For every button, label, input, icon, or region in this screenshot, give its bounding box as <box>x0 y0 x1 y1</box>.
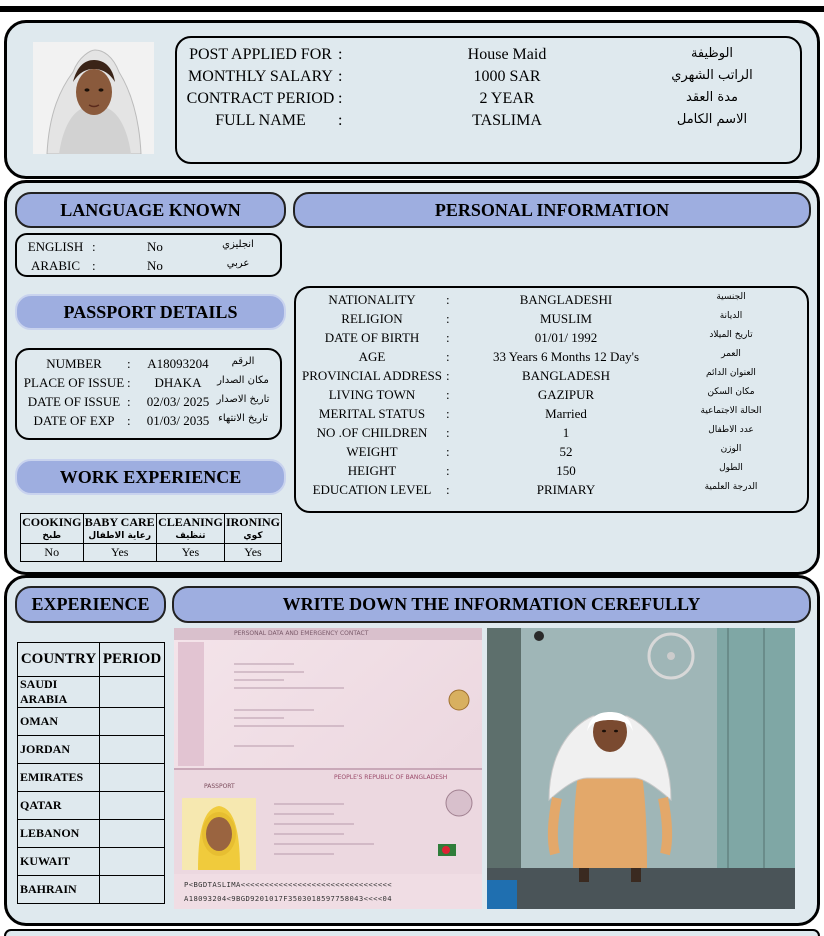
experience-title: EXPERIENCE <box>15 586 166 623</box>
personal-row <box>296 330 807 349</box>
header-label: FULL NAME <box>215 112 306 129</box>
passport-arabic: تاريخ الاصدار <box>216 394 270 405</box>
personal-arabic: الطول <box>719 463 743 473</box>
work-column-header <box>21 514 84 544</box>
personal-colon: : <box>446 349 450 364</box>
personal-arabic: الوزن <box>720 444 742 454</box>
language-label: ARABIC <box>30 258 81 273</box>
language-arabic: عربي <box>226 258 250 269</box>
passport-colon: : <box>127 413 131 428</box>
personal-arabic: العنوان الدائم <box>706 368 756 378</box>
personal-arabic: الجنسية <box>716 292 746 302</box>
personal-colon: : <box>446 311 450 326</box>
personal-colon: : <box>446 387 450 402</box>
personal-label: DATE OF BIRTH <box>324 330 420 345</box>
personal-row <box>296 368 807 387</box>
personal-label: NO .OF CHILDREN <box>316 425 428 440</box>
personal-label: HEIGHT <box>347 463 397 478</box>
language-label: ENGLISH <box>27 239 84 254</box>
personal-value: 1 <box>562 425 570 440</box>
experience-row <box>18 677 165 708</box>
language-title: LANGUAGE KNOWN <box>15 192 286 228</box>
personal-label: MERITAL STATUS <box>318 406 426 421</box>
job-summary-box <box>175 36 802 164</box>
header-row <box>177 112 800 134</box>
footer-strip <box>4 929 820 936</box>
experience-period[interactable] <box>100 876 165 904</box>
personal-arabic: العمر <box>721 349 741 359</box>
passport-scan-image <box>174 628 482 909</box>
scan-passport-word: PASSPORT <box>204 783 235 790</box>
scan-mrz-line-1: P<BGDTASLIMA<<<<<<<<<<<<<<<<<<<<<<<<<<<<<<<< <box>184 880 392 889</box>
passport-label: DATE OF ISSUE <box>27 394 121 409</box>
language-colon: : <box>92 239 96 254</box>
scan-header-strip: PERSONAL DATA AND EMERGENCY CONTACT <box>234 630 369 637</box>
personal-info-title: PERSONAL INFORMATION <box>293 192 811 228</box>
experience-row <box>18 764 165 792</box>
personal-row <box>296 292 807 311</box>
personal-arabic: مكان السكن <box>707 387 755 397</box>
personal-value: BANGLADESH <box>521 368 611 383</box>
personal-row <box>296 349 807 368</box>
header-colon: : <box>338 112 343 129</box>
language-colon: : <box>92 258 96 273</box>
work-experience-table <box>20 513 282 562</box>
experience-country: QATAR <box>18 792 100 820</box>
passport-row <box>17 356 280 375</box>
experience-period[interactable] <box>100 764 165 792</box>
passport-arabic: تاريخ الانتهاء <box>218 413 268 424</box>
passport-arabic: مكان الصدار <box>217 375 269 386</box>
passport-title: PASSPORT DETAILS <box>15 294 286 330</box>
country-header: COUNTRY <box>18 643 100 677</box>
experience-period[interactable] <box>100 792 165 820</box>
header-row <box>177 90 800 112</box>
personal-label: LIVING TOWN <box>328 387 416 402</box>
experience-table <box>17 642 165 904</box>
personal-colon: : <box>446 406 450 421</box>
personal-label: AGE <box>358 349 386 364</box>
experience-period[interactable] <box>100 677 165 708</box>
header-label: CONTRACT PERIOD <box>186 90 335 107</box>
personal-info-box <box>294 286 809 513</box>
work-column-value: Yes <box>156 544 224 562</box>
personal-colon: : <box>446 425 450 440</box>
personal-value: 150 <box>556 463 576 478</box>
passport-row <box>17 413 280 432</box>
header-value: 2 YEAR <box>479 90 535 107</box>
work-column-header <box>156 514 224 544</box>
passport-value: DHAKA <box>154 375 202 390</box>
work-column-header <box>224 514 281 544</box>
personal-colon: : <box>446 482 450 497</box>
header-colon: : <box>338 90 343 107</box>
personal-colon: : <box>446 368 450 383</box>
personal-value: 52 <box>559 444 573 459</box>
header-colon: : <box>338 68 343 85</box>
experience-row <box>18 708 165 736</box>
personal-arabic: الديانة <box>719 311 743 321</box>
work-column-ar: رعاية الاطفال <box>88 530 152 541</box>
header-label: POST APPLIED FOR <box>189 46 332 63</box>
personal-arabic: الحالة الاجتماعية <box>700 406 762 416</box>
work-column-en: CLEANING <box>158 514 223 529</box>
personal-colon: : <box>446 330 450 345</box>
details-panel <box>4 180 820 575</box>
header-label: MONTHLY SALARY <box>188 68 333 85</box>
experience-period[interactable] <box>100 820 165 848</box>
personal-value: Married <box>545 406 587 421</box>
experience-country: EMIRATES <box>18 764 100 792</box>
experience-country: BAHRAIN <box>18 876 100 904</box>
experience-period[interactable] <box>100 736 165 764</box>
personal-row <box>296 311 807 330</box>
work-column-en: BABY CARE <box>84 514 155 529</box>
experience-country: LEBANON <box>18 820 100 848</box>
personal-colon: : <box>446 292 450 307</box>
experience-panel <box>4 575 820 926</box>
passport-value: 01/03/ 2035 <box>146 413 210 428</box>
experience-period[interactable] <box>100 848 165 876</box>
language-value: No <box>147 239 163 254</box>
personal-row <box>296 425 807 444</box>
language-value: No <box>147 258 163 273</box>
language-box <box>15 233 282 277</box>
personal-colon: : <box>446 463 450 478</box>
work-column-value: Yes <box>83 544 156 562</box>
personal-row <box>296 406 807 425</box>
passport-colon: : <box>127 356 131 371</box>
work-column-en: IRONING <box>225 514 280 529</box>
experience-country: KUWAIT <box>18 848 100 876</box>
experience-row <box>18 736 165 764</box>
header-row <box>177 68 800 90</box>
passport-row <box>17 375 280 394</box>
passport-label: NUMBER <box>46 356 102 371</box>
experience-row <box>18 848 165 876</box>
language-row <box>17 239 280 258</box>
header-colon: : <box>338 46 343 63</box>
personal-value: MUSLIM <box>539 311 592 326</box>
language-row <box>17 258 280 277</box>
personal-value: PRIMARY <box>536 482 596 497</box>
full-body-photo <box>487 628 795 909</box>
scan-republic-text: PEOPLE'S REPUBLIC OF BANGLADESH <box>334 774 448 781</box>
header-value: House Maid <box>467 46 547 63</box>
personal-value: 01/01/ 1992 <box>534 330 598 345</box>
experience-country: OMAN <box>18 708 100 736</box>
personal-row <box>296 482 807 501</box>
header-value: 1000 SAR <box>473 68 541 85</box>
language-arabic: انجليزي <box>222 239 254 250</box>
header-row <box>177 46 800 68</box>
header-arabic: الاسم الكامل <box>676 112 748 127</box>
experience-row <box>18 820 165 848</box>
experience-row <box>18 876 165 904</box>
notice-title: WRITE DOWN THE INFORMATION CEREFULLY <box>172 586 811 623</box>
work-column-value: Yes <box>224 544 281 562</box>
header-arabic: مدة العقد <box>686 90 738 105</box>
personal-arabic: عدد الاطفال <box>708 425 754 435</box>
personal-arabic: تاريخ الميلاد <box>709 330 753 340</box>
header-value: TASLIMA <box>472 112 542 129</box>
experience-country: JORDAN <box>18 736 100 764</box>
passport-colon: : <box>127 394 131 409</box>
work-column-ar: كوي <box>243 530 263 541</box>
passport-box <box>15 348 282 440</box>
personal-value: GAZIPUR <box>537 387 595 402</box>
work-column-ar: تنظيف <box>175 530 206 541</box>
header-arabic: الوظيفة <box>690 46 734 61</box>
personal-label: WEIGHT <box>346 444 398 459</box>
passport-arabic: الرقم <box>231 356 255 367</box>
top-rule <box>0 6 824 12</box>
applicant-photo <box>33 42 154 154</box>
passport-value: 02/03/ 2025 <box>146 394 210 409</box>
personal-arabic: الدرجة العلمية <box>704 482 758 492</box>
personal-label: PROVINCIAL ADDRESS <box>302 368 443 383</box>
passport-label: DATE OF EXP <box>33 413 115 428</box>
personal-row <box>296 444 807 463</box>
work-column-en: COOKING <box>22 514 82 529</box>
personal-value: BANGLADESHI <box>519 292 613 307</box>
header-panel <box>4 20 820 179</box>
period-header: PERIOD <box>100 643 165 677</box>
experience-country: SAUDI ARABIA <box>18 677 100 708</box>
passport-colon: : <box>127 375 131 390</box>
personal-label: RELIGION <box>341 311 403 326</box>
passport-row <box>17 394 280 413</box>
scan-mrz-line-2: A18093204<9BGD9201017F3503018597758043<<<<04 <box>184 894 392 903</box>
personal-label: NATIONALITY <box>328 292 416 307</box>
personal-row <box>296 387 807 406</box>
personal-colon: : <box>446 444 450 459</box>
work-column-header <box>83 514 156 544</box>
passport-value: A18093204 <box>147 356 209 371</box>
personal-value: 33 Years 6 Months 12 Day's <box>492 349 640 364</box>
header-arabic: الراتب الشهري <box>671 68 753 83</box>
work-column-value: No <box>21 544 84 562</box>
personal-label: EDUCATION LEVEL <box>312 482 432 497</box>
work-experience-title: WORK EXPERIENCE <box>15 459 286 495</box>
experience-row <box>18 792 165 820</box>
experience-period[interactable] <box>100 708 165 736</box>
work-column-ar: طبخ <box>42 530 62 541</box>
personal-row <box>296 463 807 482</box>
passport-label: PLACE OF ISSUE <box>23 375 125 390</box>
